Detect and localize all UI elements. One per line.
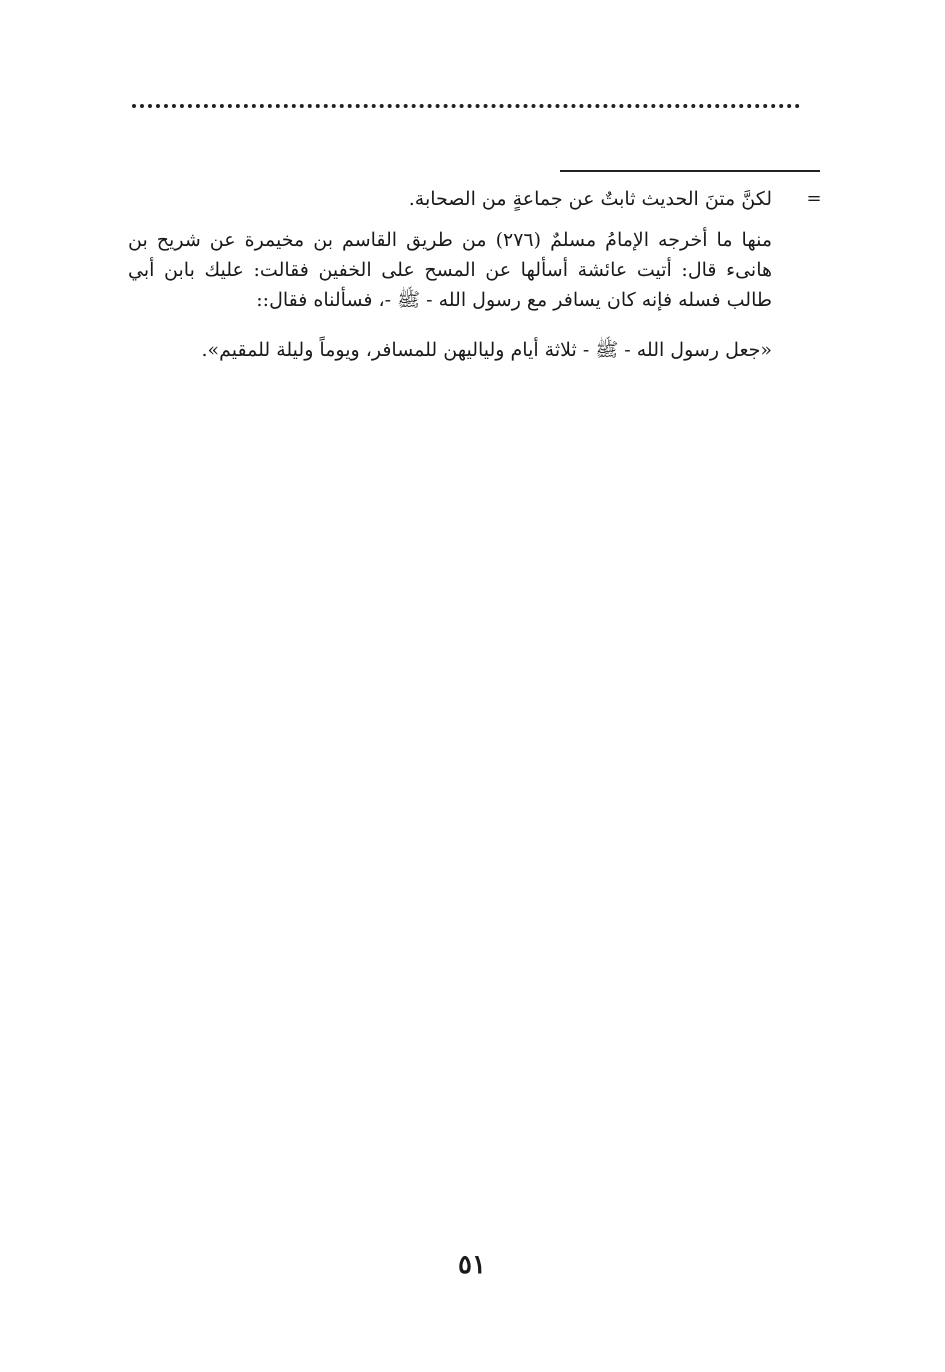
dotted-separator xyxy=(132,104,800,108)
footnote-line-1: لكنَّ متنَ الحديث ثابتٌ عن جماعةٍ من الصحابة. xyxy=(408,188,772,210)
continuation-mark: = xyxy=(806,188,822,209)
footnote-quote: «جعل رسول الله - ﷺ - ثلاثة أيام ولياليهن للمسافر، ويوماً وليلة للمقيم». xyxy=(201,339,772,361)
footnote-paragraph: منها ما أخرجه الإمامُ مسلمٌ (٢٧٦) من طريق القاسم بن مخيمرة عن شريح بن هانىء قال: أتيت عائشة أسألها عن المسح على الخفين فقالت: عليك بابن أبي طالب فسله فإنه كان يسافر مع رسول الله - ﷺ -، فسألناه فقال:: xyxy=(128,229,772,311)
page-number: ٥١ xyxy=(458,1250,486,1280)
footnote-rule xyxy=(560,170,820,172)
